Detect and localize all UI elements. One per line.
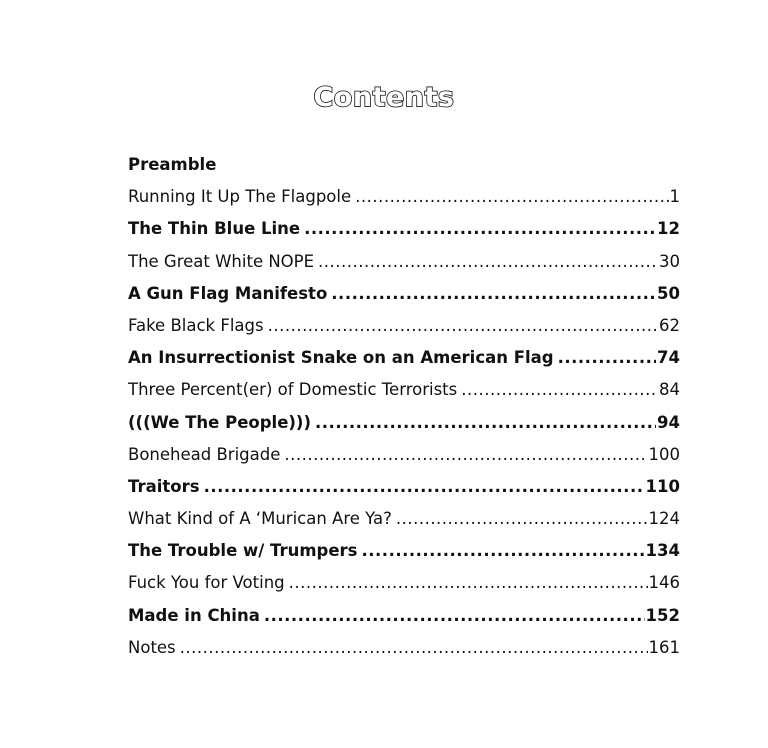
toc-entry-page-number: 146 [648,573,680,593]
toc-entry-page-number: 30 [659,251,680,271]
dot-leader [204,471,645,503]
toc-entry-title: (((We The People))) [128,412,312,432]
toc-entry[interactable] [128,471,680,503]
toc-entry[interactable] [128,600,680,632]
toc-entry-page-number: 152 [645,605,680,625]
toc-entry-title: What Kind of A ‘Murican Are Ya? [128,509,392,529]
toc-entry-title: Three Percent(er) of Domestic Terrorists [128,380,458,400]
toc-entry-page-number: 74 [657,348,680,368]
dot-leader [289,567,648,599]
toc-entry-page-number: 94 [657,412,680,432]
toc-entry-page-number: 110 [645,476,680,496]
toc-entry[interactable] [128,535,680,567]
toc-entry-page-number: 100 [648,444,680,464]
toc-entry-page-number: 161 [648,637,680,657]
page-title: Contents [313,82,455,113]
toc-entry[interactable] [128,567,680,599]
toc-entry[interactable] [128,310,680,342]
dot-leader [461,374,658,406]
dot-leader [558,342,656,374]
dot-leader [362,535,645,567]
toc-entry-title: Fake Black Flags [128,315,264,335]
dot-leader [180,632,648,664]
toc-entry-title: Traitors [128,476,200,496]
toc-entry-title: Fuck You for Voting [128,573,285,593]
toc-heading-preamble [128,149,680,181]
toc-entry[interactable] [128,246,680,278]
toc-entries [128,181,680,664]
dot-leader [268,310,658,342]
toc-entry-title: Made in China [128,605,260,625]
toc-entry[interactable] [128,213,680,245]
dot-leader [331,278,656,310]
toc-entry-title: The Great White NOPE [128,251,315,271]
toc-entry-page-number: 62 [659,315,680,335]
toc-entry-page-number: 50 [657,283,680,303]
toc-entry-title: The Trouble w/ Trumpers [128,541,358,561]
toc-entry[interactable] [128,278,680,310]
toc-entry-title: Running It Up The Flagpole [128,187,352,207]
toc-entry-title: An Insurrectionist Snake on an American Flag [128,348,554,368]
dot-leader [304,213,656,245]
toc-entry-title: Notes [128,637,176,657]
toc-entry[interactable] [128,342,680,374]
toc-entry[interactable] [128,407,680,439]
toc-entry-page-number: 1 [669,187,680,207]
dot-leader [284,439,647,471]
toc-entry[interactable] [128,374,680,406]
toc-entry-page-number: 84 [659,380,680,400]
dot-leader [318,246,658,278]
dot-leader [355,181,668,213]
toc-entry-page-number: 12 [657,219,680,239]
dot-leader [396,503,648,535]
table-of-contents [128,149,680,664]
toc-entry-page-number: 134 [645,541,680,561]
toc-entry-title: A Gun Flag Manifesto [128,283,328,303]
toc-entry-title: The Thin Blue Line [128,219,301,239]
toc-entry[interactable] [128,503,680,535]
toc-entry[interactable] [128,632,680,664]
toc-entry[interactable] [128,181,680,213]
toc-entry-page-number: 124 [648,509,680,529]
toc-entry[interactable] [128,439,680,471]
toc-heading-label: Preamble [128,155,217,174]
dot-leader [315,407,656,439]
toc-entry-title: Bonehead Brigade [128,444,281,464]
dot-leader [264,600,645,632]
